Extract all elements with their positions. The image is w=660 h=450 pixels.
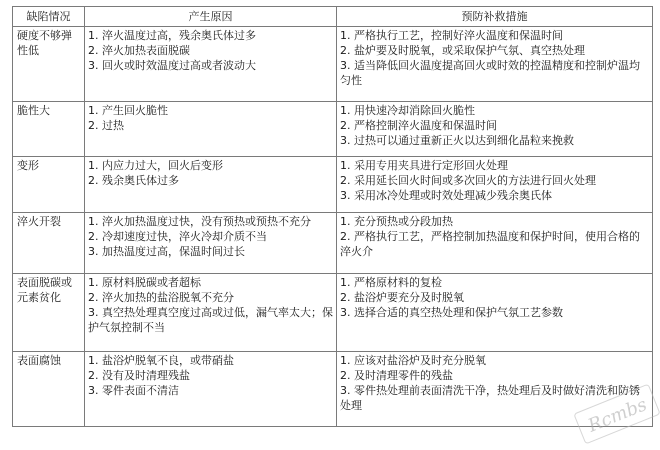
cause-item: 2. 没有及时清理残盐 bbox=[88, 369, 190, 382]
defect-cell bbox=[13, 27, 85, 102]
table-header-row bbox=[13, 7, 653, 27]
defect-cell bbox=[13, 102, 85, 157]
cause-item: 1. 产生回火脆性 bbox=[88, 104, 168, 117]
measure-item: 1. 采用专用夹具进行定形回火处理 bbox=[340, 159, 508, 172]
measure-item: 1. 应该对盐浴炉及时充分脱氧 bbox=[340, 354, 486, 367]
cause-item: 2. 冷却速度过快，淬火冷却介质不当 bbox=[88, 230, 267, 243]
cause-item: 1. 淬火加热温度过快，没有预热或预热不充分 bbox=[88, 215, 311, 228]
measure-item: 3. 适当降低回火温度提高回火或时效的控温精度和控制炉温均匀性 bbox=[340, 59, 640, 87]
defect-text: 性低 bbox=[17, 44, 39, 57]
defect-text: 表面腐蚀 bbox=[17, 354, 61, 367]
watermark-text: Rcmbs bbox=[585, 394, 650, 437]
cause-cell bbox=[85, 213, 337, 274]
cause-cell bbox=[85, 27, 337, 102]
measure-item: 3. 零件热处理前表面清洗干净，热处理后及时做好清洗和防锈处理 bbox=[340, 384, 640, 412]
cause-item: 1. 内应力过大，回火后变形 bbox=[88, 159, 223, 172]
cause-item: 3. 真空热处理真空度过高或过低，漏气率太大；保护气氛控制不当 bbox=[88, 306, 333, 334]
measure-cell bbox=[337, 27, 653, 102]
cause-item: 2. 残余奥氏体过多 bbox=[88, 174, 179, 187]
header-defect: 缺陷情况 bbox=[13, 7, 85, 27]
cause-cell bbox=[85, 102, 337, 157]
defect-cell bbox=[13, 352, 85, 427]
table-row bbox=[13, 274, 653, 352]
defect-cell bbox=[13, 213, 85, 274]
measure-item: 3. 采用冰冷处理或时效处理减少残余奥氏体 bbox=[340, 189, 552, 202]
measure-cell bbox=[337, 274, 653, 352]
cause-item: 1. 原材料脱碳或者超标 bbox=[88, 276, 201, 289]
measure-item: 2. 及时清理零件的残盐 bbox=[340, 369, 453, 382]
table-row bbox=[13, 157, 653, 213]
measure-item: 2. 严格执行工艺，严格控制加热温度和保护时间，使用合格的淬火介 bbox=[340, 230, 640, 258]
cause-item: 1. 淬火温度过高，残余奥氏体过多 bbox=[88, 29, 256, 42]
table-row bbox=[13, 102, 653, 157]
cause-cell bbox=[85, 352, 337, 427]
measure-item: 1. 用快速冷却消除回火脆性 bbox=[340, 104, 475, 117]
cause-item: 3. 回火或时效温度过高或者波动大 bbox=[88, 59, 256, 72]
cause-item: 1. 盐浴炉脱氧不良，或带硝盐 bbox=[88, 354, 234, 367]
defect-text: 脆性大 bbox=[17, 104, 50, 117]
header-measure: 预防补救措施 bbox=[337, 7, 653, 27]
measure-item: 3. 过热可以通过重新正火以达到细化晶粒来挽救 bbox=[340, 134, 574, 147]
defect-cell bbox=[13, 157, 85, 213]
measure-item: 1. 严格原材料的复检 bbox=[340, 276, 442, 289]
defect-text: 淬火开裂 bbox=[17, 215, 61, 228]
cause-item: 3. 零件表面不清洁 bbox=[88, 384, 179, 397]
defect-table bbox=[12, 6, 653, 427]
cause-item: 2. 过热 bbox=[88, 119, 124, 132]
measure-cell bbox=[337, 102, 653, 157]
header-cause: 产生原因 bbox=[85, 7, 337, 27]
cause-item: 2. 淬火加热表面脱碳 bbox=[88, 44, 190, 57]
measure-item: 2. 采用延长回火时间或多次回火的方法进行回火处理 bbox=[340, 174, 596, 187]
measure-item: 2. 盐炉要及时脱氧，或采取保护气氛、真空热处理 bbox=[340, 44, 585, 57]
measure-item: 3. 选择合适的真空热处理和保护气氛工艺参数 bbox=[340, 306, 563, 319]
defect-text: 硬度不够弹 bbox=[17, 29, 72, 42]
measure-cell bbox=[337, 157, 653, 213]
cause-item: 3. 加热温度过高，保温时间过长 bbox=[88, 245, 245, 258]
measure-item: 2. 严格控制淬火温度和保温时间 bbox=[340, 119, 497, 132]
defect-text: 元素贫化 bbox=[17, 291, 61, 304]
measure-item: 1. 严格执行工艺，控制好淬火温度和保温时间 bbox=[340, 29, 563, 42]
table-row bbox=[13, 27, 653, 102]
defect-text: 变形 bbox=[17, 159, 39, 172]
table-row bbox=[13, 352, 653, 427]
measure-item: 1. 充分预热或分段加热 bbox=[340, 215, 453, 228]
defect-cell bbox=[13, 274, 85, 352]
table-row bbox=[13, 213, 653, 274]
measure-item: 2. 盐浴炉要充分及时脱氧 bbox=[340, 291, 464, 304]
cause-cell bbox=[85, 274, 337, 352]
cause-item: 2. 淬火加热的盐浴脱氧不充分 bbox=[88, 291, 234, 304]
measure-cell bbox=[337, 213, 653, 274]
defect-text: 表面脱碳或 bbox=[17, 276, 72, 289]
cause-cell bbox=[85, 157, 337, 213]
